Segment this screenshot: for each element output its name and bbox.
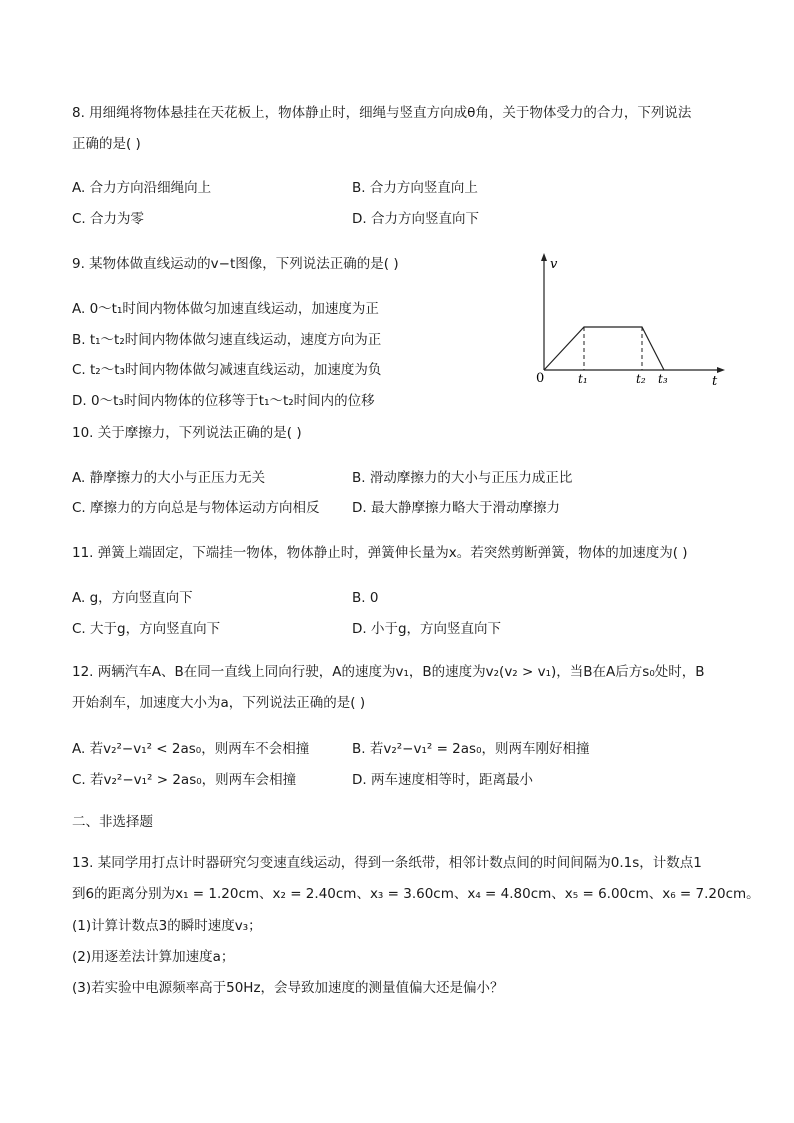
q8-stem-line1: 8. 用细绳将物体悬挂在天花板上，物体静止时，细绳与竖直方向成θ角，关于物体受力的合力，下列说法 — [72, 105, 692, 121]
q12-option-c: C. 若v₂²−v₁² > 2as₀，则两车会相撞 — [72, 772, 297, 788]
q10-option-d: D. 最大静摩擦力略大于滑动摩擦力 — [352, 500, 560, 516]
q10-option-a: A. 静摩擦力的大小与正压力无关 — [72, 470, 266, 486]
q9-stem: 9. 某物体做直线运动的v−t图像，下列说法正确的是( ) — [72, 256, 399, 272]
q12-stem-line2: 开始刹车，加速度大小为a，下列说法正确的是( ) — [72, 695, 366, 711]
origin-label: 0 — [536, 371, 545, 386]
t1-label: t₁ — [578, 372, 588, 386]
q13-stem-line2: 到6的距离分别为x₁ = 1.20cm、x₂ = 2.40cm、x₃ = 3.60cm、x₄ = 4.80cm、x₅ = 6.00cm、x₆ = 7.20cm。 — [72, 886, 760, 902]
q11-stem: 11. 弹簧上端固定，下端挂一物体，物体静止时，弹簧伸长量为x。若突然剪断弹簧，物体的加速度为( ) — [72, 545, 688, 561]
q13-part3: (3)若实验中电源频率高于50Hz，会导致加速度的测量值偏大还是偏小？ — [72, 980, 504, 996]
vt-graph — [528, 250, 728, 390]
q8-stem-line2: 正确的是( ) — [72, 136, 141, 152]
v-axis-label: v — [550, 257, 558, 272]
q12-option-b: B. 若v₂²−v₁² = 2as₀，则两车刚好相撞 — [352, 741, 590, 757]
q13-part2: (2)用逐差法计算加速度a； — [72, 949, 235, 965]
q9-option-d: D. 0～t₃时间内物体的位移等于t₁～t₂时间内的位移 — [72, 393, 375, 409]
section-heading: 二、非选择题 — [72, 814, 153, 830]
t2-label: t₂ — [636, 372, 646, 386]
q10-stem: 10. 关于摩擦力，下列说法正确的是( ) — [72, 425, 302, 441]
v-axis-arrow — [541, 253, 547, 261]
q9-option-b: B. t₁～t₂时间内物体做匀速直线运动，速度方向为正 — [72, 332, 382, 348]
q10-option-c: C. 摩擦力的方向总是与物体运动方向相反 — [72, 500, 320, 516]
q12-option-d: D. 两车速度相等时，距离最小 — [352, 772, 533, 788]
q8-option-a: A. 合力方向沿细绳向上 — [72, 180, 212, 196]
q13-part1: (1)计算计数点3的瞬时速度v₃； — [72, 918, 262, 934]
q13-stem-line1: 13. 某同学用打点计时器研究匀变速直线运动，得到一条纸带，相邻计数点间的时间间隔为0.1s，计数点1 — [72, 855, 702, 871]
q8-option-b: B. 合力方向竖直向上 — [352, 180, 478, 196]
q10-option-b: B. 滑动摩擦力的大小与正压力成正比 — [352, 470, 573, 486]
graph-axes — [541, 253, 725, 373]
q11-option-c: C. 大于g，方向竖直向下 — [72, 621, 221, 637]
q11-option-d: D. 小于g，方向竖直向下 — [352, 621, 502, 637]
q12-option-a: A. 若v₂²−v₁² < 2as₀，则两车不会相撞 — [72, 741, 310, 757]
q12-stem-line1: 12. 两辆汽车A、B在同一直线上同向行驶，A的速度为v₁，B的速度为v₂(v₂ > v₁)，当B在A后方s₀处时，B — [72, 664, 705, 680]
t-axis-label: t — [712, 374, 718, 389]
t-axis-arrow — [717, 367, 725, 373]
q8-option-d: D. 合力方向竖直向下 — [352, 211, 479, 227]
velocity-line — [544, 327, 664, 370]
q11-option-a: A. g，方向竖直向下 — [72, 590, 193, 606]
q9-option-c: C. t₂～t₃时间内物体做匀减速直线运动，加速度为负 — [72, 362, 382, 378]
t3-label: t₃ — [658, 372, 668, 386]
q8-option-c: C. 合力为零 — [72, 211, 145, 227]
q9-option-a: A. 0～t₁时间内物体做匀加速直线运动，加速度为正 — [72, 301, 379, 317]
q11-option-b: B. 0 — [352, 590, 379, 606]
